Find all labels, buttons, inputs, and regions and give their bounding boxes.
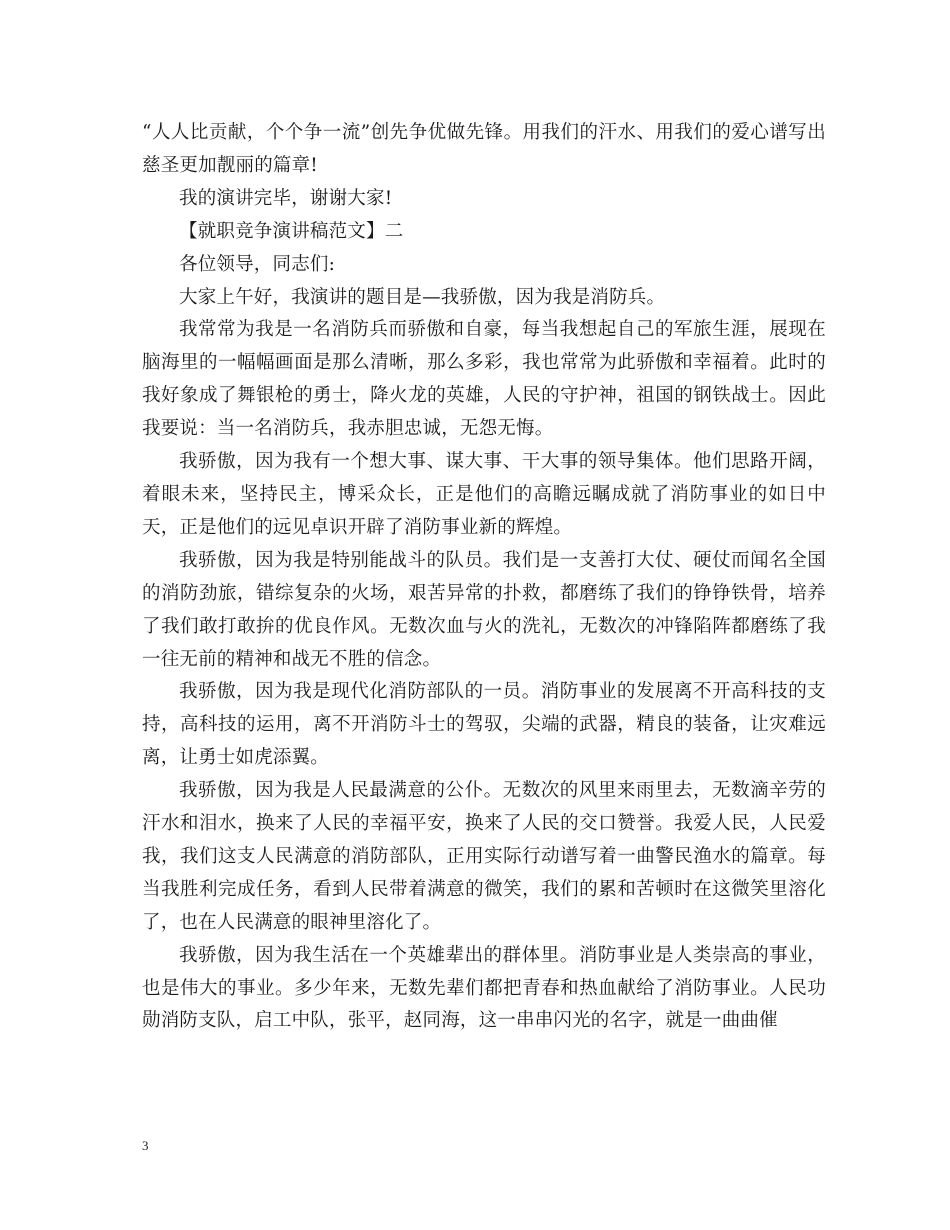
paragraph: 我骄傲，因为我是人民最满意的公仆。无数次的风里来雨里去，无数滴辛劳的汗水和泪水，换来了人民的幸福平安，换来了人民的交口赞誉。我爱人民，人民爱我，我们这支人民满意的消防部队，正用实际行动谱写着一曲警民渔水的篇章。每当我胜利完成任务，看到人民带着满意的微笑，我们的累和苦顿时在这微笑里溶化了，也在人民满意的眼神里溶化了。 xyxy=(142,780,826,933)
paragraph: 我常常为我是一名消防兵而骄傲和自豪，每当我想起自己的军旅生涯，展现在脑海里的一幅幅画面是那么清晰，那么多彩，我也常常为此骄傲和幸福着。此时的我好象成了舞银枪的勇士，降火龙的英雄，人民的守护神，祖国的钢铁战士。因此我要说：当一名消防兵，我赤胆忠诚，无怨无悔。 xyxy=(142,319,826,440)
paragraph: 我骄傲，因为我生活在一个英雄辈出的群体里。消防事业是人类崇高的事业，也是伟大的事业。多少年来，无数先辈们都把青春和热血献给了消防事业。人民功勋消防支队，启工中队，张平，赵同海，这一串串闪光的名字，就是一曲曲催 xyxy=(142,944,826,1032)
paragraph: 我骄傲，因为我有一个想大事、谋大事、干大事的领导集体。他们思路开阔，着眼未来，坚持民主，博采众长，正是他们的高瞻远瞩成就了消防事业的如日中天，正是他们的远见卓识开辟了消防事业新的辉煌。 xyxy=(142,451,826,538)
paragraph: 我骄傲，因为我是现代化消防部队的一员。消防事业的发展离不开高科技的支持，高科技的运用，离不开消防斗士的驾驭，尖端的武器，精良的装备，让灾难远离，让勇士如虎添翼。 xyxy=(142,681,826,769)
paragraph-greeting: 大家上午好，我演讲的题目是—我骄傲，因为我是消防兵。 xyxy=(179,286,666,308)
page-number: 3 xyxy=(142,1138,149,1153)
paragraph-continued: “人人比贡献，个个争一流”创先争优做先锋。用我们的汗水、用我们的爱心谱写出慈圣更加靓丽的篇章! xyxy=(142,122,826,176)
paragraph: 我骄傲，因为我是特别能战斗的队员。我们是一支善打大仗、硬仗而闻名全国的消防劲旅，错综复杂的火场，艰苦异常的扑救，都磨练了我们的铮铮铁骨，培养了我们敢打敢拚的优良作风。无数次血与火的洗礼，无数次的冲锋陷阵都磨练了我一往无前的精神和战无不胜的信念。 xyxy=(142,549,826,670)
body-text xyxy=(142,117,826,1038)
section-heading: 【就职竞争演讲稿范文】二 xyxy=(179,220,404,242)
paragraph-closing: 我的演讲完毕，谢谢大家! xyxy=(179,187,393,209)
paragraph-salutation: 各位领导，同志们: xyxy=(179,253,336,275)
